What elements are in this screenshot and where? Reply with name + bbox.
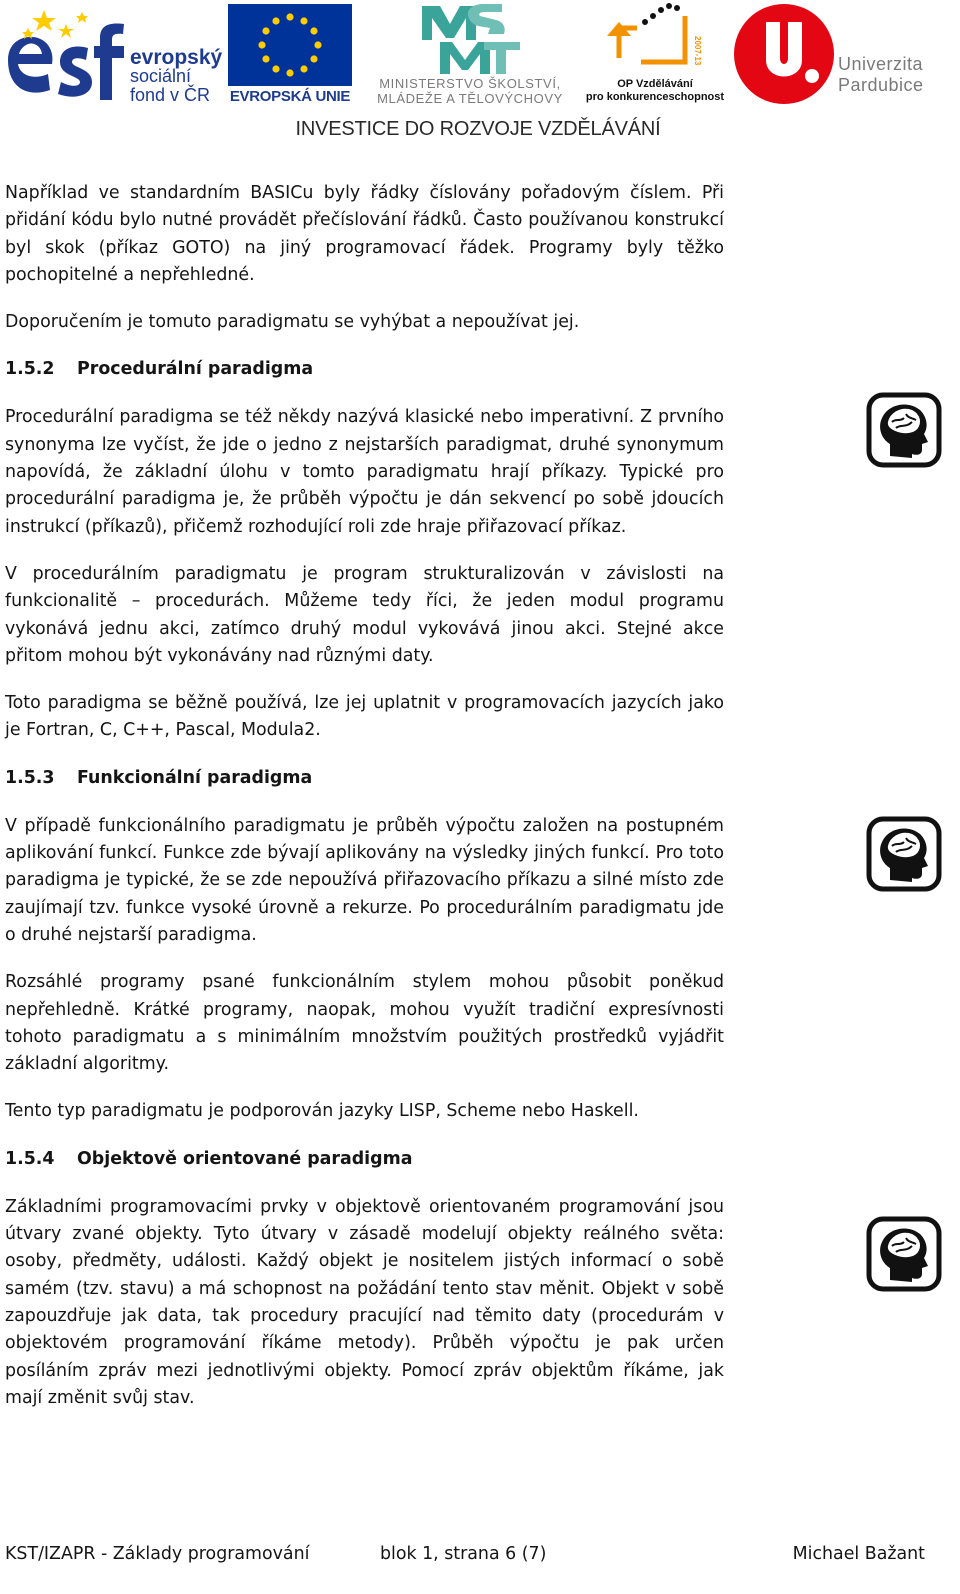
- footer-author: Michael Bažant: [792, 1544, 925, 1564]
- section-heading-1-5-4: [5, 1146, 724, 1173]
- footer-course: KST/IZAPR - Základy programování: [5, 1544, 310, 1564]
- definition-head-icon: [866, 392, 942, 468]
- section-number: 1.5.3: [5, 767, 55, 788]
- paragraph: Toto paradigma se běžně používá, lze jej uplatnit v programovacích jazycích jako je Fortran, C, C++, Pascal, Modula2.: [5, 693, 724, 741]
- esf-mark-icon: [4, 4, 128, 108]
- paragraph: Například ve standardním BASICu byly řádky číslovány pořadovým číslem. Při přidání kódu bylo nutné provádět přečíslování řádků. Často používanou konstrukcí byl skok (příkaz GOTO) na jiný programovací řádek. Programy byly těžko pochopitelné a nepřehledné.: [5, 183, 724, 285]
- section-title: Funkcionální paradigma: [77, 767, 313, 788]
- paragraph: Procedurální paradigma se též někdy nazývá klasické nebo imperativní. Z prvního synonyma lze vyčíst, že jde o jedno z nejstarších paradigmat, druhé synonymum napovídá, že základní úlohu v tomto paradigmatu hrají příkazy. Typické pro procedurální paradigma je, že průběh výpočtu je dán sekvencí po sobě jdoucích instrukcí (příkazů), přičemž rozhodující roli zde hraje přiřazovací příkaz.: [5, 407, 724, 537]
- upce-logo: [732, 2, 932, 106]
- paragraph: Doporučením je tomuto paradigmatu se vyhýbat a nepoužívat jej.: [5, 312, 580, 333]
- op-vk-mark-icon: [585, 2, 725, 78]
- paragraph: V procedurálním paradigmatu je program strukturalizován v závislosti na funkcionalitě – procedurách. Můžeme tedy říci, že jeden modul programu vykonává jednu akci, zatímco druhý modul vykovává jinou akci. Stejné akce přitom mohou být vykonávány nad různými daty.: [5, 563, 724, 666]
- header-tagline: INVESTICE DO ROZVOJE VZDĚLÁVÁNÍ: [295, 118, 661, 140]
- section-heading-1-5-2: [5, 356, 724, 383]
- page-header: [0, 0, 960, 150]
- definition-head-icon: [866, 816, 942, 892]
- eu-flag-icon: [228, 4, 352, 86]
- op-vk-caption: OP Vzdělávání pro konkurenceschopnost: [585, 78, 725, 103]
- msmt-logo: [360, 4, 580, 108]
- section-title: Objektově orientované paradigma: [77, 1148, 413, 1169]
- document-body: [5, 180, 724, 1432]
- msmt-mark-icon: [418, 4, 522, 76]
- paragraph: Tento typ paradigmatu je podporován jazyky LISP, Scheme nebo Haskell.: [5, 1101, 639, 1122]
- upce-wordmark: Univerzita Pardubice: [838, 54, 924, 95]
- upce-mark-icon: [732, 2, 836, 106]
- section-title: Procedurální paradigma: [77, 359, 314, 380]
- page-footer: [0, 1540, 960, 1570]
- footer-page-number: blok 1, strana 6 (7): [380, 1544, 547, 1564]
- section-heading-1-5-3: [5, 765, 724, 792]
- esf-logo: [4, 4, 223, 108]
- paragraph: Rozsáhlé programy psané funkcionálním stylem mohou působit poněkud nepřehledně. Krátké programy, naopak, mohou využít tradiční expresívnosti tohoto paradigmatu a s minimálním množstvím použitých prostředků vyjádřit základní algoritmy.: [5, 972, 724, 1075]
- eu-caption: EVROPSKÁ UNIE: [229, 88, 351, 105]
- op-vk-logo: [585, 2, 725, 108]
- svg-text:2007-13: 2007-13: [693, 36, 702, 66]
- paragraph: V případě funkcionálního paradigmatu je průběh výpočtu založen na postupném aplikování funkcí. Funkce zde bývají aplikovány na výsledky jiných funkcí. Pro toto paradigma je typické, že se zde nepoužívá přiřazovacího příkazu a silné místo zde zaujímají tzv. funkce vysoké úrovně a rekurze. Po procedurálním paradigmatu jde o druhé nejstarší paradigma.: [5, 815, 724, 945]
- eu-logo: [228, 4, 352, 108]
- section-number: 1.5.2: [5, 359, 55, 380]
- paragraph: Základními programovacími prvky v objektově orientovaném programování jsou útvary zvané objekty. Tyto útvary v zásadě modelují objekty reálného světa: osoby, předměty, události. Každý objekt je nositelem jistých informací o sobě samém (tzv. stavu) a má schopnost na požádání tento stav měnit. Objekt v sobě zapouzdřuje jak data, tak procedury pracující nad těmito daty (procedurám v objektovém programování říkáme metody). Průběh výpočtu je pak určen posíláním zpráv mezi jednotlivými objekty. Pomocí zpráv objektům říkáme, jak mají změnit svůj stav.: [5, 1196, 724, 1408]
- section-number: 1.5.4: [5, 1148, 55, 1169]
- definition-head-icon: [866, 1216, 942, 1292]
- esf-wordmark: evropský sociální fond v ČR: [130, 46, 223, 105]
- msmt-caption: MINISTERSTVO ŠKOLSTVÍ, MLÁDEŽE A TĚLOVÝCHOVY: [377, 76, 563, 106]
